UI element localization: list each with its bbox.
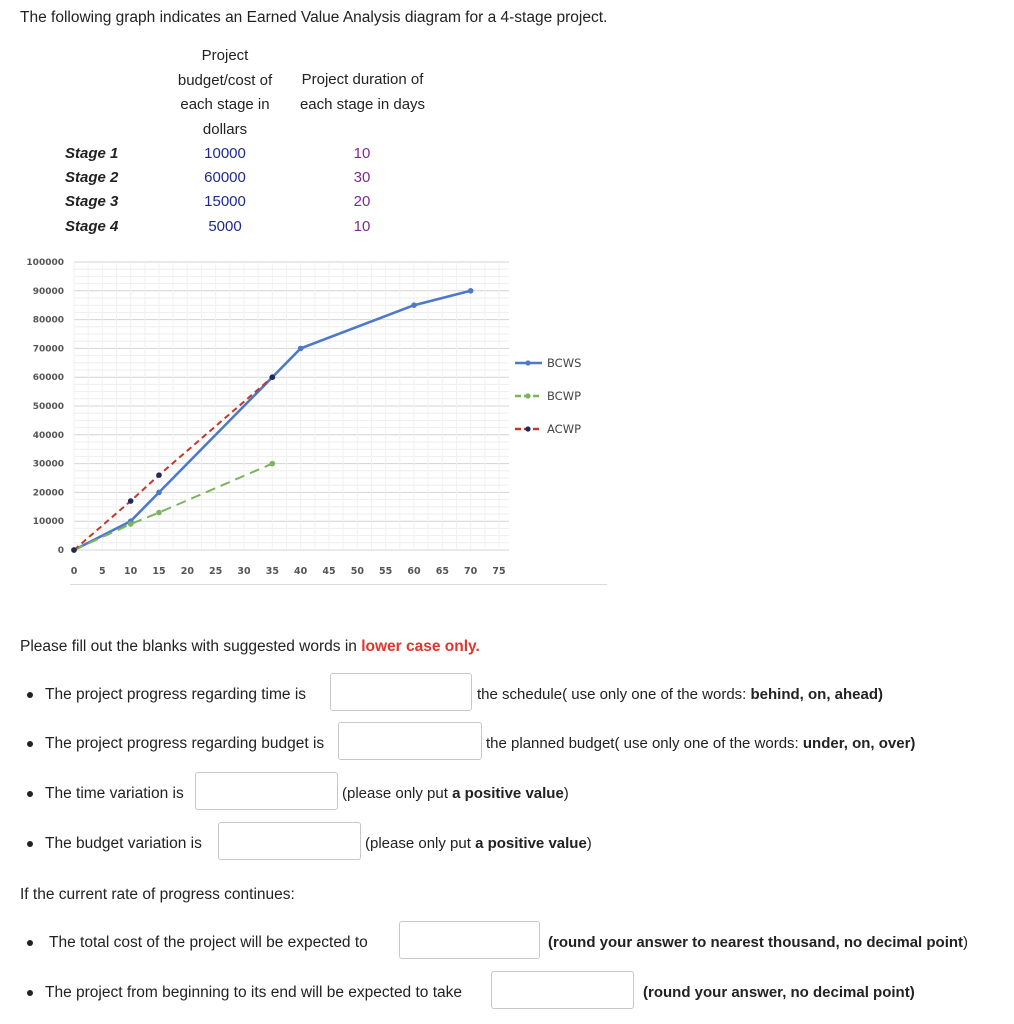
budget-header-line: budget/cost of [177,71,273,89]
duration-header-line: Project duration of [301,71,424,88]
earned-value-chart [0,250,620,590]
hint-text: (please only put [342,785,453,802]
total-cost-input[interactable] [399,921,540,959]
stage-3-label: Stage 3 [65,193,119,210]
x-tick-label: 75 [492,566,506,577]
y-tick-label: 60000 [32,373,64,384]
x-tick-label: 35 [265,566,279,577]
budget-header-line: dollars [202,120,248,138]
y-tick-label: 100000 [26,258,64,268]
x-tick-label: 10 [124,566,138,577]
hint-text: use only one of the words: [571,686,751,703]
x-tick-label: 15 [152,566,166,577]
time-progress-hint [477,686,883,703]
bullet-icon [27,940,33,946]
time-variation-input[interactable] [195,772,338,810]
x-tick-label: 20 [180,566,194,577]
stage-1-duration: 10 [353,145,371,162]
blank-label: The project from beginning to its end will be expected to take [45,984,463,1001]
bullet-icon [27,692,33,698]
y-tick-label: 30000 [32,459,64,470]
stage-4-label: Stage 4 [65,218,119,235]
bullet-icon [27,990,33,996]
hint-text: the planned budget( use only one of the words: [486,735,803,752]
x-tick-label: 60 [407,566,421,577]
blank-label: The project progress regarding time is [45,686,307,703]
blank-total-cost-label [27,934,368,952]
hint-text: ) [963,934,969,951]
hint-bold: (round your answer, no decimal point) [643,984,915,1001]
data-point-bcws [468,288,474,294]
instructions-emphasis: lower case only. [361,638,480,655]
stage-2-label: Stage 2 [65,169,119,186]
hint-bold: a positive value [475,835,587,852]
budget-variation-input[interactable] [218,822,361,860]
budget-header-line: Project [201,47,249,64]
y-tick-label: 20000 [32,488,64,499]
hint-bold: under, on, over) [802,735,916,752]
time-progress-input[interactable] [330,673,472,711]
blank-budget-progress-label [27,735,324,753]
budget-variation-hint [365,835,592,852]
data-point-bcws [411,302,417,308]
blank-label: The time variation is [45,785,184,802]
x-tick-label: 70 [464,566,478,577]
instructions [20,638,480,656]
stage-3-duration: 20 [353,193,371,210]
total-cost-hint [548,934,968,951]
hint-bold: a positive value [452,785,564,802]
stage-1-label: Stage 1 [65,145,119,162]
x-tick-label: 40 [294,566,308,577]
x-tick-label: 45 [322,566,336,577]
x-tick-label: 30 [237,566,251,577]
data-point-bcws [298,346,304,352]
blank-label: The project progress regarding budget is [45,735,325,752]
y-tick-label: 80000 [32,315,64,326]
legend-marker-bcwp [525,393,530,398]
duration-header-line: each stage in days [299,95,426,113]
x-tick-label: 0 [70,566,78,577]
y-tick-label: 40000 [32,430,64,441]
y-tick-label: 10000 [32,517,64,528]
y-tick-label: 50000 [32,402,64,412]
data-point-acwp [270,374,276,380]
x-tick-label: 50 [350,566,364,577]
blank-time-progress-label [27,686,306,704]
budget-column-header [165,44,285,142]
stage-1-budget: 10000 [204,145,246,162]
legend-label-acwp: ACWP [547,422,582,436]
data-point-bcwp [156,510,162,516]
chart-bottom-divider [70,584,607,585]
blank-time-variation-label [27,785,184,803]
blank-label: The budget variation is [45,835,202,852]
bullet-icon [27,741,33,747]
blank-budget-variation-label [27,835,202,853]
legend-marker-bcws [525,360,530,365]
x-tick-label: 65 [435,566,449,577]
y-tick-label: 90000 [32,286,64,297]
budget-progress-input[interactable] [338,722,482,760]
duration-column-header [290,68,435,117]
hint-bold: (round your answer to nearest thousand, no decimal point [548,934,964,951]
stage-3-budget: 15000 [204,193,246,210]
question-intro: The following graph indicates an Earned Value Analysis diagram for a 4-stage project. [20,9,608,26]
hint-text: (please only put [365,835,476,852]
blank-duration-label [27,984,462,1002]
y-tick-label: 70000 [32,344,64,355]
legend-marker-acwp [525,426,530,431]
stage-2-budget: 60000 [204,169,246,186]
data-point-acwp [156,472,162,478]
y-tick-label: 0 [57,546,64,556]
stage-2-duration: 30 [353,169,371,186]
data-point-acwp [71,547,77,553]
duration-hint [643,984,915,1001]
stage-4-duration: 10 [353,218,371,235]
data-point-bcwp [128,521,134,527]
duration-input[interactable] [491,971,634,1009]
chart-legend [515,356,581,436]
hint-text: ) [563,785,569,802]
stage-4-budget: 5000 [208,218,242,235]
data-point-acwp [128,498,134,504]
x-tick-label: 5 [99,566,106,577]
bullet-icon [27,841,33,847]
hint-text: the schedule( [477,686,572,703]
x-tick-label: 25 [209,566,223,577]
data-point-bcwp [270,461,276,467]
data-point-bcws [156,490,162,496]
time-variation-hint [342,785,569,802]
bullet-icon [27,791,33,797]
budget-progress-hint [486,735,915,752]
x-tick-label: 55 [379,566,393,577]
hint-bold: behind, on, ahead) [750,686,884,703]
instructions-text: Please fill out the blanks with suggested words in [20,638,362,655]
legend-label-bcwp: BCWP [547,389,582,403]
legend-label-bcws: BCWS [547,356,582,370]
chart-grid [74,262,509,550]
blank-label: The total cost of the project will be expected to [49,934,368,951]
continuation-heading: If the current rate of progress continues: [20,886,295,903]
hint-text: ) [586,835,592,852]
budget-header-line: each stage in [180,96,270,113]
